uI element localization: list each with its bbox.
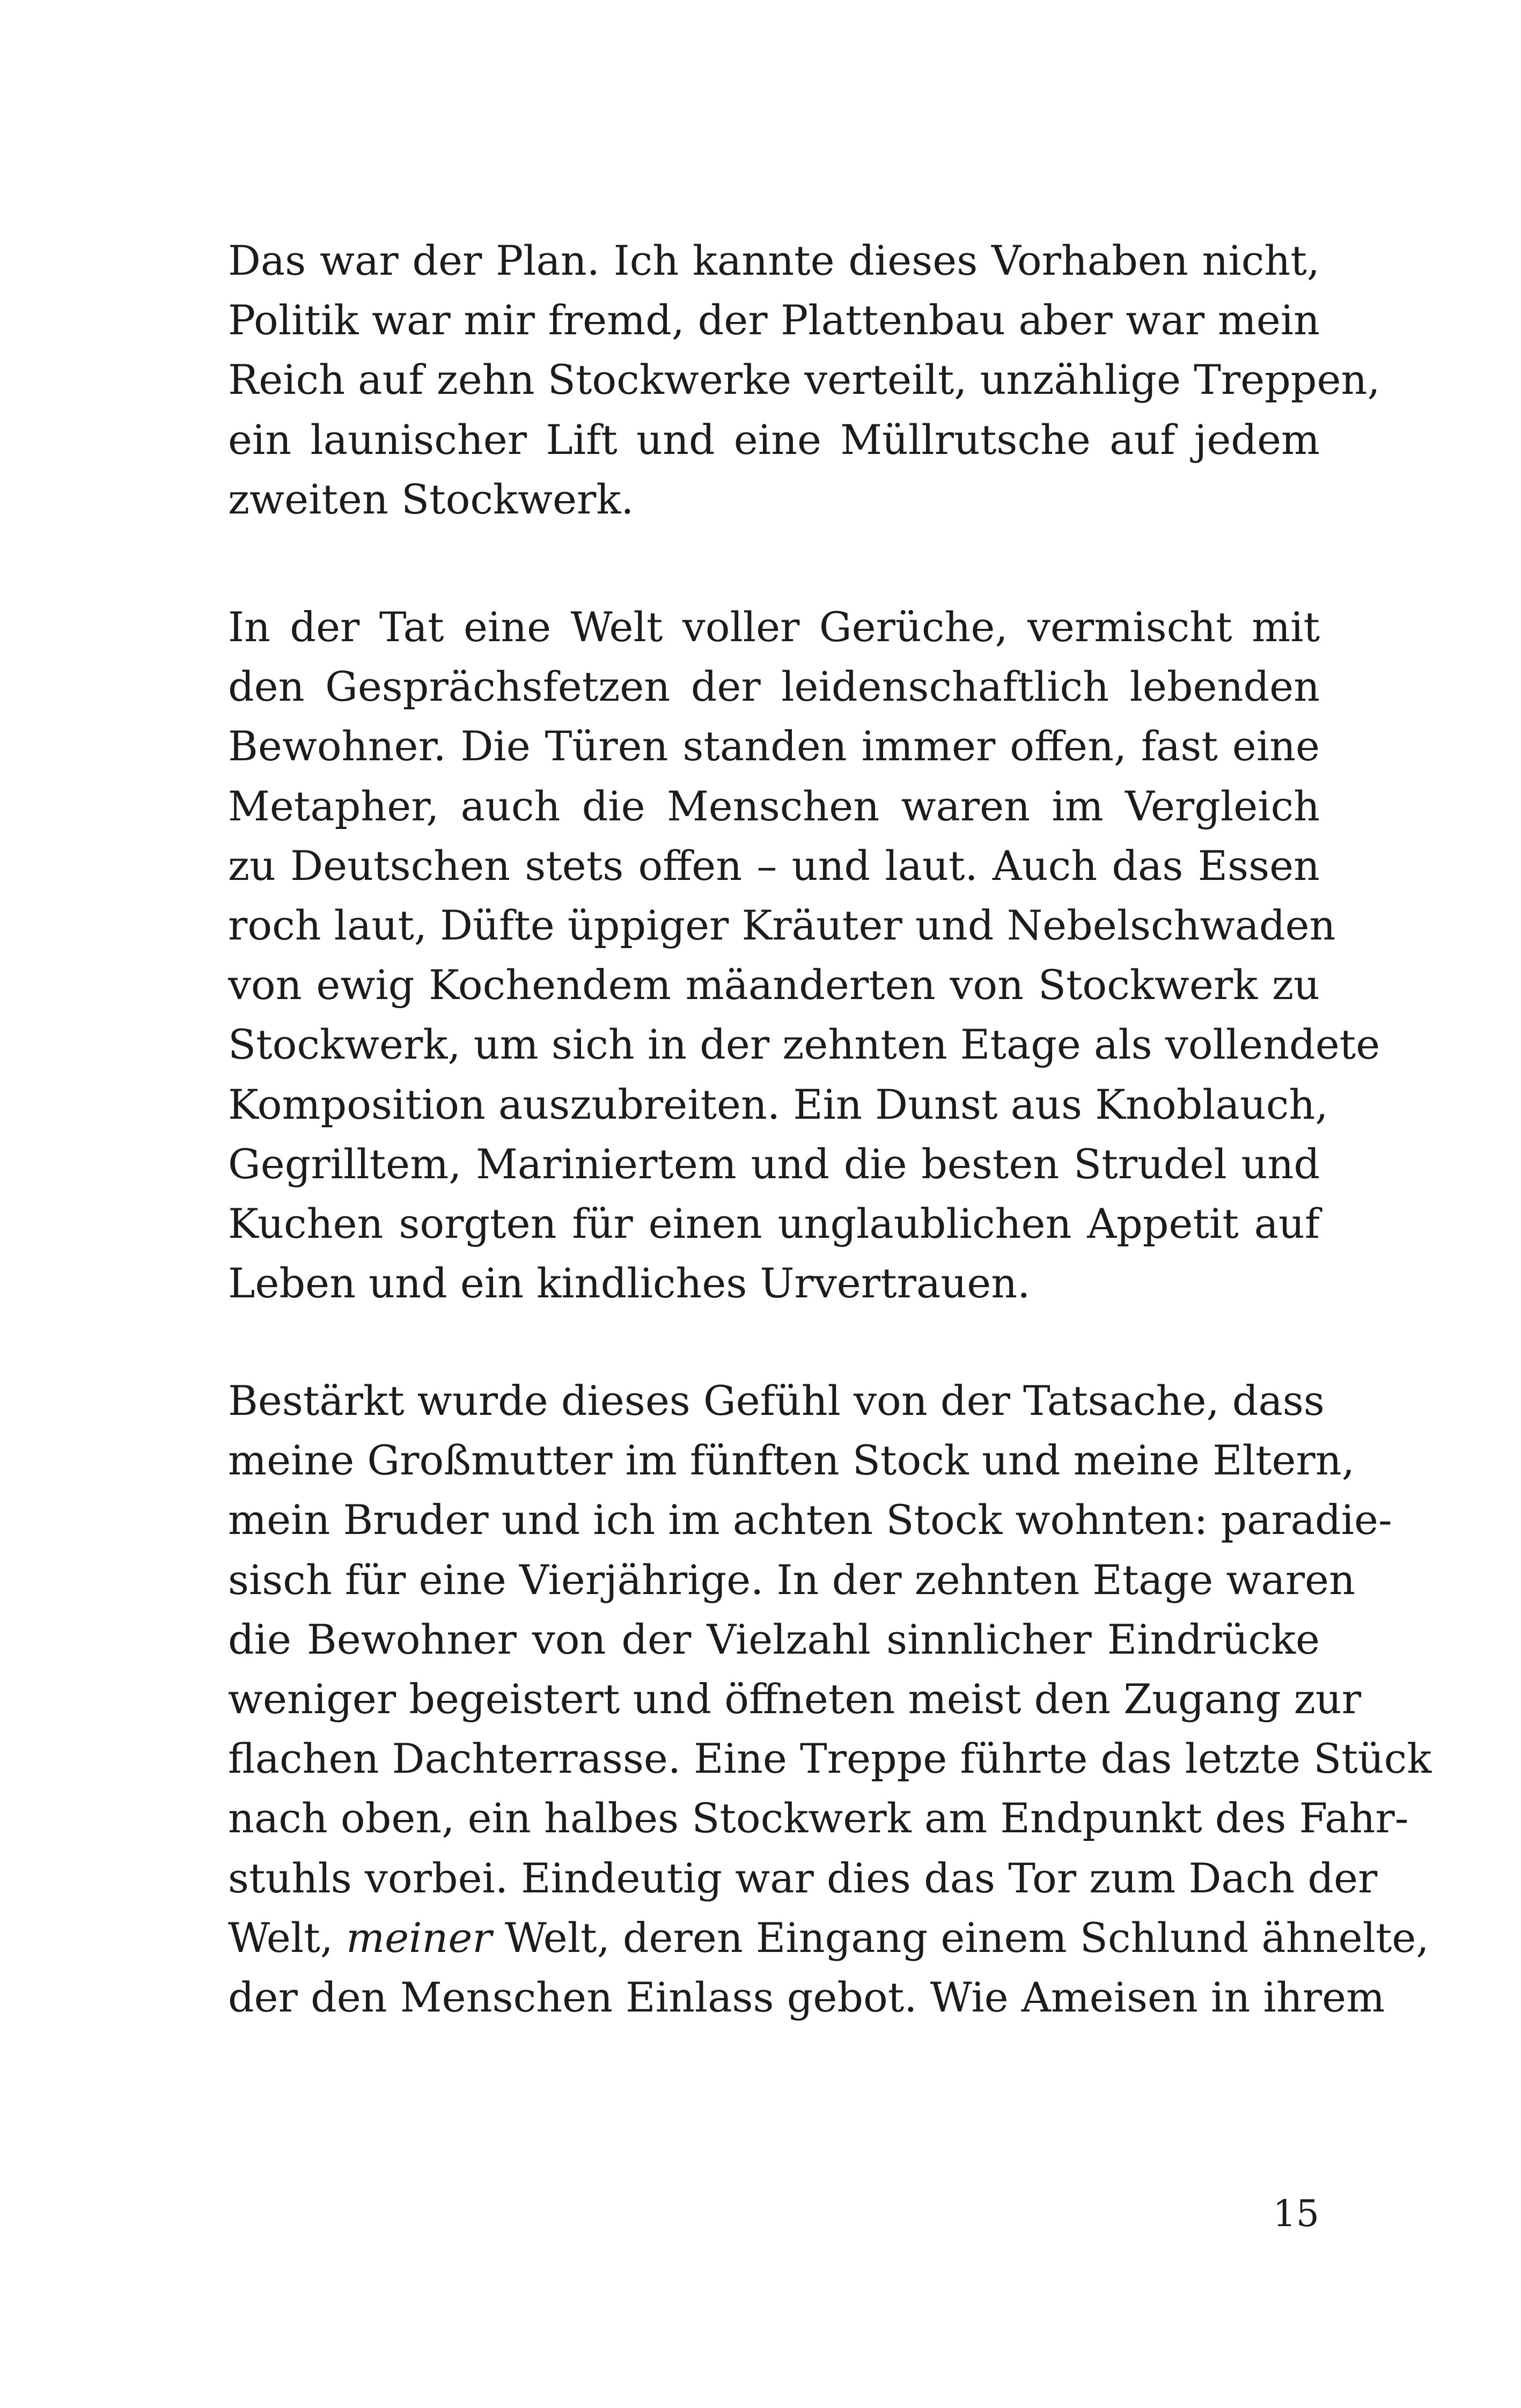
text-line: roch laut, Düfte üppiger Kräuter und Nebelschwaden bbox=[228, 901, 1336, 949]
text-line: meine Großmutter im fünften Stock und meine Eltern, bbox=[228, 1436, 1355, 1485]
text-line: Leben und ein kindliches Urvertrauen. bbox=[228, 1259, 1031, 1308]
text-line: ein launischer Lift und eine Müllrutsche auf jedem bbox=[228, 415, 1320, 464]
paragraph-2 bbox=[228, 597, 1380, 1313]
text-line: Gegrilltem, Mariniertem und die besten Strudel und bbox=[228, 1140, 1320, 1188]
text-line: Reich auf zehn Stockwerke verteilt, unzählige Treppen, bbox=[228, 356, 1380, 404]
text-line: sisch für eine Vierjährige. In der zehnten Etage waren bbox=[228, 1555, 1355, 1604]
paragraph-1 bbox=[228, 231, 1380, 529]
text-line: Kuchen sorgten für einen unglaublichen Appetit auf bbox=[228, 1199, 1320, 1247]
text-line: den Gesprächsfetzen der leidenschaftlich lebenden bbox=[228, 663, 1320, 711]
text-segment: Welt, bbox=[228, 1913, 347, 1962]
paragraph-3 bbox=[228, 1371, 1432, 2027]
text-line: Metapher, auch die Menschen waren im Vergleich bbox=[228, 782, 1320, 830]
text-line: Politik war mir fremd, der Plattenbau aber war mein bbox=[228, 296, 1320, 344]
text-line: mein Bruder und ich im achten Stock wohnten: paradie- bbox=[228, 1496, 1392, 1544]
page-number: 15 bbox=[1273, 2193, 1319, 2235]
text-line: zu Deutschen stets offen – und laut. Auch das Essen bbox=[228, 841, 1320, 890]
text-line: In der Tat eine Welt voller Gerüche, vermischt mit bbox=[228, 603, 1320, 651]
text-line: zweiten Stockwerk. bbox=[228, 475, 634, 523]
text-line-with-emphasis bbox=[228, 1908, 1429, 1967]
text-line: Bewohner. Die Türen standen immer offen, fast eine bbox=[228, 722, 1320, 770]
text-line: weniger begeistert und öffneten meist den Zugang zur bbox=[228, 1675, 1362, 1723]
text-line: der den Menschen Einlass gebot. Wie Ameisen in ihrem bbox=[228, 1973, 1385, 2021]
text-line: von ewig Kochendem mäanderten von Stockwerk zu bbox=[228, 961, 1320, 1009]
text-line: nach oben, ein halbes Stockwerk am Endpunkt des Fahr- bbox=[228, 1794, 1409, 1842]
text-segment: Welt, deren Eingang einem Schlund ähnelte, bbox=[491, 1913, 1429, 1962]
text-line: Das war der Plan. Ich kannte dieses Vorhaben nicht, bbox=[228, 237, 1320, 284]
emphasis-text: meiner bbox=[346, 1913, 492, 1962]
text-line: Stockwerk, um sich in der zehnten Etage als vollendete bbox=[228, 1021, 1380, 1069]
text-line: stuhls vorbei. Eindeutig war dies das Tor zum Dach der bbox=[228, 1854, 1378, 1902]
text-line: die Bewohner von der Vielzahl sinnlicher Eindrücke bbox=[228, 1615, 1320, 1663]
text-line: Komposition auszubreiten. Ein Dunst aus Knoblauch, bbox=[228, 1080, 1328, 1128]
text-line: flachen Dachterrasse. Eine Treppe führte das letzte Stück bbox=[228, 1735, 1432, 1783]
text-line: Bestärkt wurde dieses Gefühl von der Tatsache, dass bbox=[228, 1377, 1325, 1425]
